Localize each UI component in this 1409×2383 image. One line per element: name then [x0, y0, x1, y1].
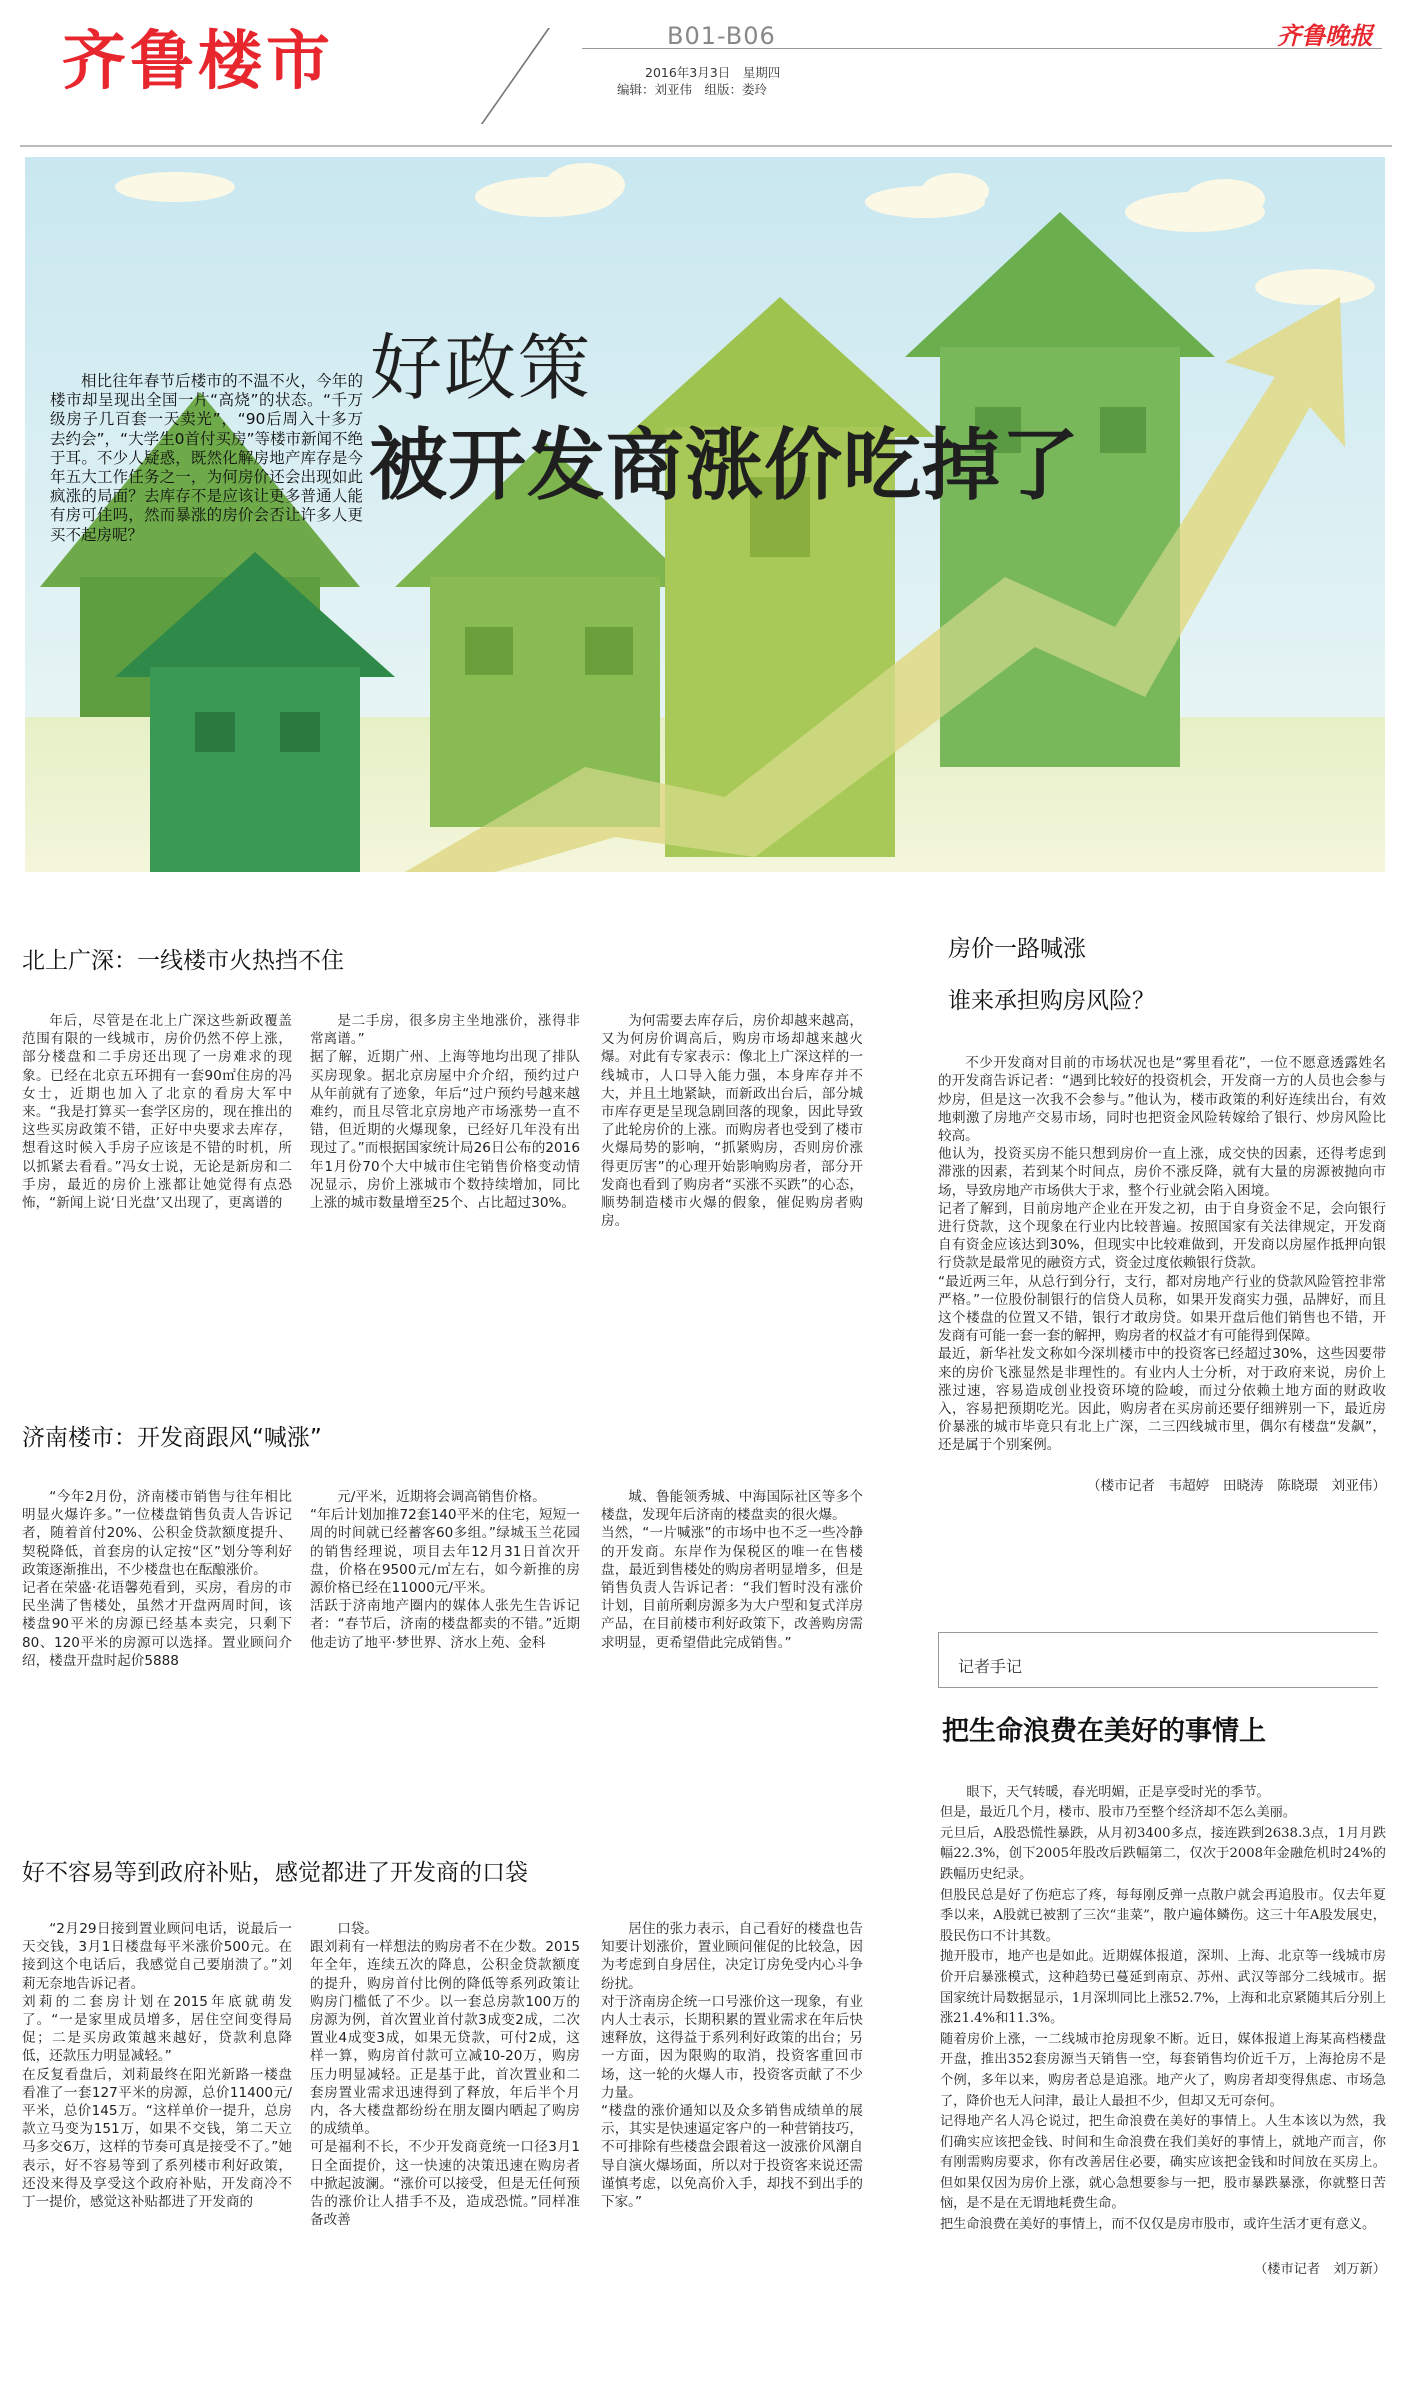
- essay-body: [940, 1762, 1386, 2301]
- section1-column-1: [22, 1012, 292, 1212]
- hero-headline-line2: 被开发商涨价吃掉了: [369, 421, 1081, 511]
- section3-col2-text: 口袋。 跟刘莉有一样想法的购房者不在少数。2015年全年，连续五次的降息，公积金贷款额度的提升，购房首付比例的降低等系列政策让购房门槛低了不少。以一套总房款100万的房源为例，首次置业首付款3成变2成，二次置业4成变3成，如果无贷款，可付2成，这样一算，购房首付款可立减10-20万，购房压力明显减轻。正是基于此，首次置业和二套房置业需求迅速得到了释放，年后半个月内，各大楼盘都纷纷在朋友圈内晒起了购房的成绩单。 可是福利不长，不少开发商竟统一口径3月1日全面提价，这一快速的决策迅速在购房者中掀起波澜。“涨价可以接受，但是无任何预告的涨价让人措手不及，造成恐慌。”同样准备改善: [310, 1921, 580, 2229]
- section3-column-3: [601, 1920, 863, 2211]
- section2-column-3: [601, 1488, 863, 1652]
- newspaper-brand: 齐鲁晚报: [1277, 21, 1373, 50]
- section3-col3-text: 居住的张力表示，自己看好的楼盘也告知要计划涨价，置业顾问催促的比较急，因为考虑到自身居住，决定订房免受内心斗争纷扰。 对于济南房企统一口号涨价这一现象，有业内人士表示，长期积累的置业需求在年后快速释放，这得益于系列利好政策的出台；另一方面，因为限购的取消，投资客重回市场，这一轮的火爆人市，投资客贡献了不少力量。 “楼盘的涨价通知以及众多销售成绩单的展示，其实是快速逼定客户的一种营销技巧，不可排除有些楼盘会跟着这一波涨价风潮自导自演火爆场面，所以对于投资客来说还需谨慎考虑，以免高价入手，却找不到出手的下家。”: [601, 1921, 863, 2211]
- section1-col2-text: 是二手房，很多房主坐地涨价，涨得非常离谱。” 据了解，近期广州、上海等地均出现了排队买房现象。据北京房屋中介介绍，预约过户从年前就有了迹象，年后“过户预约号越来越难约，而且尽管北京房地产市场涨势一直不错，但近期的火爆现象，已经好几年没有出现过了。”而根据国家统计局26日公布的2016年1月份70个大中城市住宅销售价格变动情况显示，房价上涨城市个数持续增加，同比上涨的城市数量增至25个、占比超过30%。: [310, 1013, 580, 1212]
- essay-byline: （楼市记者 刘万新）: [1254, 2262, 1386, 2278]
- section3-column-1: [22, 1920, 292, 2211]
- masthead-bottom-rule: [20, 145, 1392, 147]
- section3-col1-text: “2月29日接到置业顾问电话，说最后一天交钱，3月1日楼盘每平米涨价500元。在接到这个电话后，我感觉自己要崩溃了。”刘莉无奈地告诉记者。 刘莉的二套房计划在2015年底就萌发了。“一是家里成员增多，居住空间变得局促；二是买房政策越来越好，贷款利息降低，还款压力明显减轻。” 在反复看盘后，刘莉最终在阳光新路一楼盘看准了一套127平米的房源，总价11400元/平米，总价145万。“这样单价一提升，总房款立马变为151万，如果不交钱，第二天立马多交6万，这样的节奏可真是接受不了。”她表示，好不容易等到了系列楼市利好政策，还没来得及享受这个政府补贴，开发商冷不丁一提价，感觉这补贴都进了开发商的: [22, 1921, 292, 2211]
- reporter-note-label: 记者手记: [958, 1657, 1023, 1676]
- issue-date: 2016年3月3日 星期四: [645, 65, 781, 80]
- side-story-body: [938, 1036, 1386, 1513]
- side-title-line2: 谁来承担购房风险？: [948, 988, 1155, 1014]
- section1-col1-text: 年后，尽管是在北上广深这些新政覆盖范围有限的一线城市，房价仍然不停上涨，部分楼盘和二手房还出现了一房难求的现象。已经在北京五环拥有一套90㎡住房的冯女士，近期也加入了北京的看房大军中来。“我是打算买一套学区房的，现在推出的这些买房政策不错，正好中央要求去库存，想看这时候入手房子应该是不错的时机，所以抓紧去看看。”冯女士说，无论是新房和二手房，最近的房价上涨都让她觉得有点恐怖，“新闻上说‘日光盘’又出现了，更离谱的: [22, 1013, 292, 1212]
- section2-column-1: [22, 1488, 292, 1670]
- side-story-byline: （楼市记者 韦超婷 田晓涛 陈晓璟 刘亚伟）: [1086, 1477, 1386, 1494]
- hero-intro-text: 相比往年春节后楼市的不温不火，今年的楼市却呈现出全国一片“高烧”的状态。“千万级房子几百套一天卖光”，“90后周入十多万去约会”，“大学生0首付买房”等楼市新闻不绝于耳。不少人疑惑，既然化解房地产库存是今年五大工作任务之一，为何房价还会出现如此疯涨的局面？去库存不是应该让更多普通人能有房可住吗，然而暴涨的房价会否让许多人更买不起房呢？: [50, 372, 363, 544]
- section3-column-2: [310, 1920, 580, 2229]
- hero-headline-line1: 好政策: [370, 326, 593, 410]
- side-story-text: 不少开发商对目前的市场状况也是“雾里看花”，一位不愿意透露姓名的开发商告诉记者：“遇到比较好的投资机会，开发商一方的人员也会参与炒房，但是这一次我不会参与。”他认为，楼市政策的利好连续出台，有效地刺激了房地产交易市场，同时也把资金风险转嫁给了银行、炒房风险比较高。 他认为，投资买房不能只想到房价一直上涨，成交快的因素，还得考虑到滞涨的因素，若到某个时间点，房价不涨反降，就有大量的房源被抛向市场，导致房地产市场供大于求，整个行业就会陷入困境。 记者了解到，目前房地产企业在开发之初，由于自身资金不足，会向银行进行贷款，这个现象在行业内比较普遍。按照国家有关法律规定，开发商自有资金应该达到30%，但现实中比较难做到，开发商以房屋作抵押向银行贷款是最常见的融资方式，资金过度依赖银行贷款。 “最近两三年，从总行到分行，支行，都对房地产行业的贷款风险管控非常严格。”一位股份制银行的信贷人员称，如果开发商实力强，品牌好，而且这个楼盘的位置又不错，银行才敢房贷。如果开盘后他们销售也不错，开发商有可能一套一套的解押，购房者的权益才有可能得到保障。 最近，新华社发文称如今深圳楼市中的投资客已经超过30%，这些因要带来的房价飞涨显然是非理性的。有业内人士分析，对于政府来说，房价上涨过速，容易造成创业投资环境的险峻，而过分依赖土地方面的财政收入，容易把预期吃光。因此，购房者在买房前还要仔细辨别一下，最近房价暴涨的城市毕竟只有北上广深，二三四线城市里，偶尔有楼盘“发飙”，还是属于个别案例。: [938, 1055, 1386, 1454]
- section2-col1-text: “今年2月份，济南楼市销售与往年相比明显火爆许多。”一位楼盘销售负责人告诉记者，随着首付20%、公积金贷款额度提升、契税降低，首套房的认定按“区”划分等利好政策逐渐推出，不少楼盘也在酝酿涨价。 记者在荣盛·花语馨苑看到，买房，看房的市民坐满了售楼处，虽然才开盘两周时间，该楼盘90平米的房源已经基本卖完，只剩下80、120平米的房源可以选择。置业顾问介绍，楼盘开盘时起价5888: [22, 1489, 292, 1669]
- section2-title: 济南楼市：开发商跟风“喊涨”: [22, 1425, 322, 1451]
- page-range: B01-B06: [667, 22, 776, 50]
- section2-col3-text: 城、鲁能领秀城、中海国际社区等多个楼盘，发现年后济南的楼盘卖的很火爆。 当然，“一片喊涨”的市场中也不乏一些冷静的开发商。东岸作为保税区的唯一在售楼盘，最近到售楼处的购房者明显增多，但是销售负责人告诉记者：“我们暂时没有涨价计划，目前所剩房源多为大户型和复式洋房产品，在目前楼市利好政策下，改善购房需求明显，更希望借此完成销售。”: [601, 1489, 863, 1651]
- essay-title: 把生命浪费在美好的事情上: [942, 1716, 1266, 1747]
- editor-credit: 编辑：刘亚伟 组版：娄玲: [617, 82, 768, 97]
- side-title-line1: 房价一路喊涨: [948, 936, 1086, 962]
- essay-text: 眼下，天气转暖，春光明媚，正是享受时光的季节。 但是，最近几个月，楼市、股市乃至整个经济却不怎么美丽。 元旦后，A股恐慌性暴跌，从月初3400多点，接连跌到2638.3点，1月月跌幅22.3%，创下2005年股改后跌幅第二，仅次于2008年金融危机时24%的跌幅历史纪录。 但股民总是好了伤疤忘了疼，每每刚反弹一点散户就会再追股市。仅去年夏季以来，A股就已被割了三次“韭菜”，散户遍体鳞伤。这三十年A股发展史，股民伤口不计其数。 抛开股市，地产也是如此。近期媒体报道，深圳、上海、北京等一线城市房价开启暴涨模式，这种趋势已蔓延到南京、苏州、武汉等部分二线城市。据国家统计局数据显示，1月深圳同比上涨52.7%，上海和北京紧随其后分别上涨21.4%和11.3%。 随着房价上涨，一二线城市抢房现象不断。近日，媒体报道上海某高档楼盘开盘，推出352套房源当天销售一空，每套销售均价近千万，上海抢房不是个例，多年以来，购房者总是追涨。地产火了，购房者却变得焦虑、市场急了，降价也无人问津，最让人最担不少，但却又无可奈何。 记得地产名人冯仑说过，把生命浪费在美好的事情上。人生本该以为然，我们确实应该把金钱、时间和生命浪费在我们美好的事情上，就地产而言，你有刚需购房要求，你有改善居住必要，确实应该把金钱和时间放在买房上。但如果仅因为房价上涨，就心急想要参与一把，股市暴跌暴涨，你就整日苦恼，是不是在无谓地耗费生命。 把生命浪费在美好的事情上，而不仅仅是房市股市，或许生活才更有意义。: [940, 1784, 1386, 2233]
- hero-banner: [25, 157, 1385, 872]
- section1-column-2: [310, 1012, 580, 1212]
- section2-col2-text: 元/平米，近期将会调高销售价格。 “年后计划加推72套140平米的住宅，短短一周的时间就已经蓄客60多组。”绿城玉兰花园的销售经理说，项目去年12月31日首次开盘，价格在9500元/㎡左右，如今新推的房源价格已经在11000元/平米。 活跃于济南地产圈内的媒体人张先生告诉记者：“春节后，济南的楼盘都卖的不错。”近期他走访了地平·梦世界、济水上苑、金科: [310, 1489, 580, 1651]
- masthead-title: 齐鲁楼市: [62, 25, 334, 99]
- section1-col3-text: 为何需要去库存后，房价却越来越高，又为何房价调高后，购房市场却越来越火爆。对此有专家表示：像北上广深这样的一线城市，人口导入能力强，本身库存并不大，并且土地紧缺，而新政出台后，部分城市库存更是呈现急剧回落的现象，因此导致了此轮房价的上涨。而购房者也受到了楼市火爆局势的影响，“抓紧购房，否则房价涨得更厉害”的心理开始影响购房者，部分开发商也看到了购房者“买涨不买跌”的心态，顺势制造楼市火爆的假象，催促购房者购房。: [601, 1013, 863, 1230]
- masthead-divider: [481, 28, 550, 124]
- section1-column-3: [601, 1012, 863, 1230]
- section3-title: 好不容易等到政府补贴，感觉都进了开发商的口袋: [22, 1860, 528, 1886]
- section1-title: 北上广深：一线楼市火热挡不住: [22, 948, 344, 974]
- section2-column-2: [310, 1488, 580, 1652]
